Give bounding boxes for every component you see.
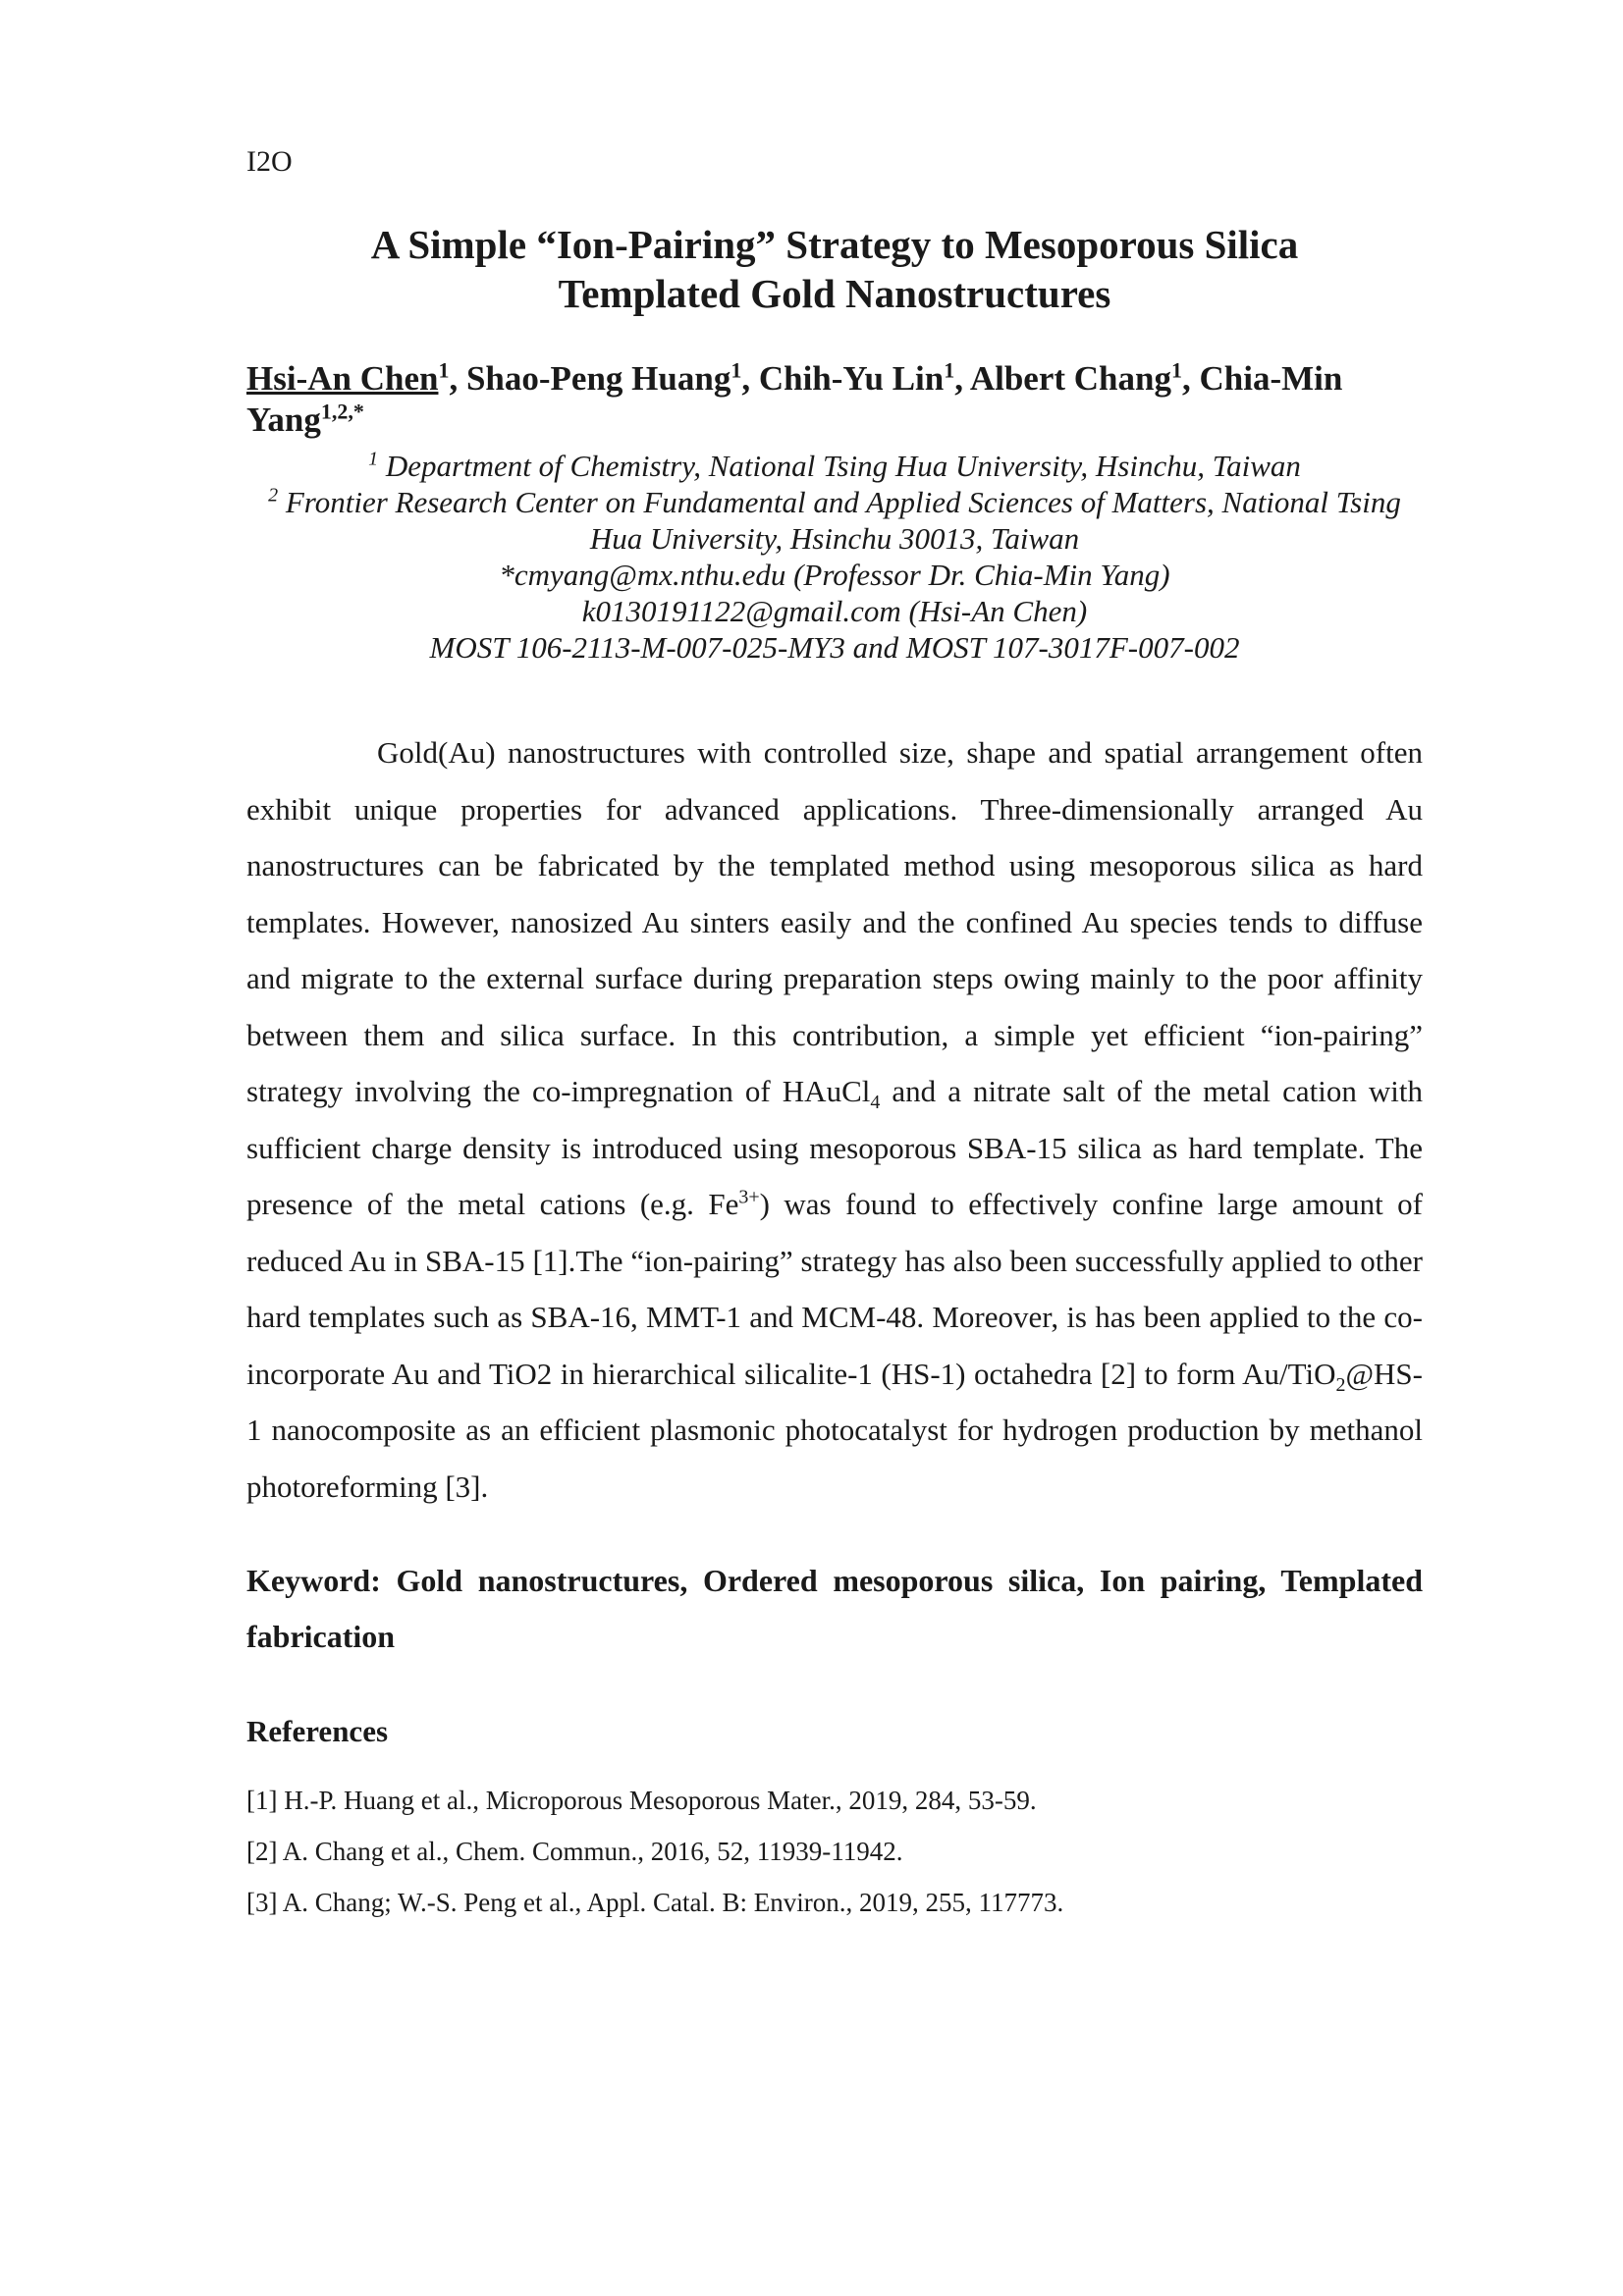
affiliation-1 (246, 448, 1423, 484)
reference-item: [2] A. Chang et al., Chem. Commun., 2016, 52, 11939-11942. (246, 1837, 903, 1866)
superscript: 3+ (738, 1186, 760, 1208)
author-affiliation-mark: 1 (730, 357, 742, 383)
author-separator: , (741, 359, 759, 398)
title-line-2: Templated Gold Nanostructures (558, 271, 1111, 316)
abstract-text: and a nitrate salt of the metal cation with sufficient charge density is introduced using mesoporous SBA-15 silica as hard template. The presence of the metal cations (e.g. Fe (246, 1074, 1423, 1221)
author-name: Shao-Peng Huang (465, 359, 731, 398)
author-affiliation-mark: 1 (438, 357, 450, 383)
affiliation-text: Frontier Research Center on Fundamental and Applied Sciences of Matters, National Tsing Hua University, Hsinchu 30013, Taiwan (278, 485, 1401, 556)
affiliations (246, 448, 1423, 666)
author-separator: , (954, 359, 970, 398)
abstract-paragraph (246, 724, 1423, 1515)
author-affiliation-mark: 1 (1170, 357, 1182, 383)
author-list (246, 358, 1423, 441)
subscript: 4 (870, 1092, 881, 1114)
author-separator: , (449, 359, 466, 398)
author-name: Albert Chang (969, 359, 1171, 398)
affiliation-mark: 2 (268, 484, 279, 507)
author-name: Hsi-An Chen (246, 359, 439, 398)
subscript: 2 (1335, 1373, 1346, 1396)
abstract-text: Gold(Au) nanostructures with controlled size, shape and spatial arrangement often exhibit unique properties for advanced applications. Three-dimensionally arranged Au nanostructures can be fabricated by the templated method using mesoporous silica as hard templates. However, nanosized Au sinters easily and the confined Au species tends to diffuse and migrate to the external surface during preparation steps owing mainly to the poor affinity between them and silica surface. In this contribution, a simple yet efficient “ion-pairing” strategy involving the co-impregnation of HAuCl (246, 735, 1423, 1108)
keywords (246, 1553, 1423, 1665)
title-line-1: A Simple “Ion-Pairing” Strategy to Mesoporous Silica (370, 222, 1299, 267)
funding-line: MOST 106-2113-M-007-025-MY3 and MOST 107-3017F-007-002 (429, 630, 1240, 665)
reference-item: [1] H.-P. Huang et al., Microporous Mesoporous Mater., 2019, 284, 53-59. (246, 1786, 1037, 1815)
keyword-label: Keyword: (246, 1563, 381, 1598)
affiliation-mark: 1 (368, 448, 379, 470)
affiliation-2 (246, 484, 1423, 557)
abstract-text: ) was found to effectively confine large amount of reduced Au in SBA-15 [1].The “ion-pairing” strategy has also been successfully applied to other hard templates such as SBA-16, MMT-1 and MCM-48. Moreover, is has been applied to the co-incorporate Au and TiO2 in hierarchical silicalite-1 (HS-1) octahedra [2] to form Au/TiO (246, 1187, 1423, 1391)
author-separator: , (1181, 359, 1200, 398)
reference-item: [3] A. Chang; W.-S. Peng et al., Appl. Catal. B: Environ., 2019, 255, 117773. (246, 1888, 1064, 1917)
author-name: Chih-Yu Lin (758, 359, 945, 398)
paper-title (246, 220, 1423, 318)
abstract-text: @HS-1 nanocomposite as an efficient plasmonic photocatalyst for hydrogen production by methanol photoreforming [3]. (246, 1356, 1423, 1504)
author-affiliation-mark: 1,2,* (320, 399, 364, 424)
corresponding-email: *cmyang@mx.nthu.edu (Professor Dr. Chia-Min Yang) (499, 558, 1170, 592)
references-heading: References (246, 1714, 389, 1748)
author-affiliation-mark: 1 (944, 357, 955, 383)
affiliation-text: Department of Chemistry, National Tsing Hua University, Hsinchu, Taiwan (378, 449, 1301, 483)
author-name: Chia-Min Yang (246, 359, 1343, 439)
author-email: k0130191122@gmail.com (Hsi-An Chen) (581, 594, 1088, 628)
abstract-code: I2O (246, 145, 293, 178)
keyword-list: Gold nanostructures, Ordered mesoporous silica, Ion pairing, Templated fabrication (246, 1563, 1423, 1654)
reference-list (246, 1783, 1063, 1936)
abstract-body (246, 724, 1423, 1515)
